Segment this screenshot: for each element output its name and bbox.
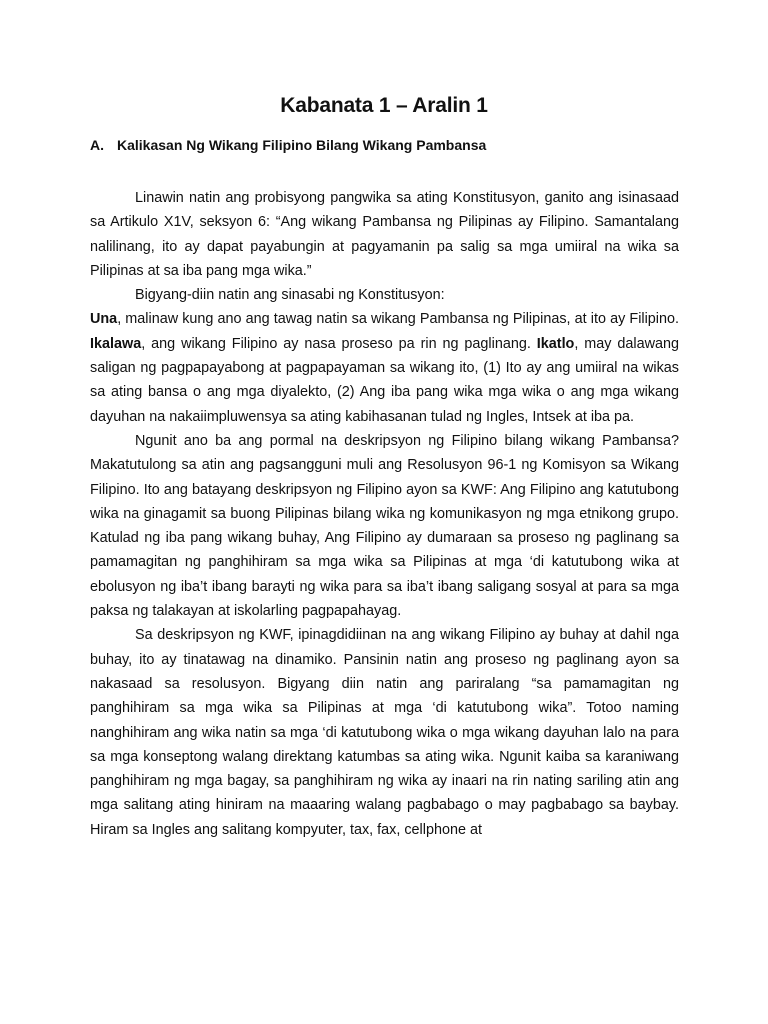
section-letter: A. (90, 137, 104, 153)
section-heading (90, 137, 486, 153)
una-text: , malinaw kung ano ang tawag natin sa wikang Pambansa ng Pilipinas, at ito ay Filipino. (117, 311, 679, 328)
body-text (90, 186, 679, 842)
paragraph-2: Bigyang-diin natin ang sinasabi ng Konstitusyon: (135, 287, 445, 304)
ikatlo-label: Ikatlo (536, 335, 575, 352)
section-heading-text: Kalikasan Ng Wikang Filipino Bilang Wikang Pambansa (117, 137, 487, 153)
paragraph-1: Linawin natin ang probisyong pangwika sa ating Konstitusyon, ganito ang isinasaad sa Artikulo X1V, seksyon 6: “Ang wikang Pambansa ng Pilipinas ay Filipino. Samantalang nalilinang, ito ay dapat payabungin at pagyamanin pa salig sa mga umiiral na wika sa Pilipinas at sa iba pang mga wika.” (90, 190, 679, 279)
paragraph-4: Ngunit ano ba ang pormal na deskripsyon ng Filipino bilang wikang Pambansa? Makatutulong sa atin ang pagsangguni muli ang Resolusyon 96-1 ng Komisyon sa Wikang Filipino. Ito ang batayang deskripsyon ng Filipino ayon sa KWF: Ang Filipino ang katutubong wika na ginagamit sa buong Pilipinas bilang wika ng komunikasyon ng mga etnikong grupo. Katulad ng iba pang wikang buhay, Ang Filipino ay dumaraan sa proseso ng paglinang sa pamamagitan ng panghihiram sa mga wika sa Pilipinas at mga ‘di katutubong wika at ebolusyon ng iba’t ibang barayti ng wika para sa iba’t ibang saligang sosyal at para sa mga paksa ng talakayan at iskolarling pagpapahayag. (90, 432, 679, 620)
ikalawa-text: , ang wikang Filipino ay nasa proseso pa rin ng paglinang. (141, 335, 537, 352)
ikalawa-label: Ikalawa (90, 335, 142, 352)
paragraph-5: Sa deskripsyon ng KWF, ipinagdidiinan na ang wikang Filipino ay buhay at dahil nga buhay, ito ay tinatawag na dinamiko. Pansinin natin ang proseso ng paglinang ayon sa nakasaad sa resolusyon. Bigyang diin natin ang pariralang “sa pamamagitan ng panghihiram sa mga wika sa Pilipinas at mga ‘di katutubong wika”. Totoo naming nanghihiram ang wika natin sa mga ‘di katutubong wika o mga wikang dayuhan lalo na para sa mga konseptong walang direktang katumbas sa ating wika. Ngunit kaiba sa karaniwang panghihiram ng mga bagay, sa panghihiram ng wika ay inaari na rin nating sariling atin ang mga salitang ating hiniram na maaaring walang pagbabago o may pagbabago sa baybay. Hiram sa Ingles ang salitang kompyuter, tax, fax, cellphone at (90, 627, 679, 838)
paragraph-3 (90, 307, 679, 428)
una-label: Una (90, 311, 118, 328)
ikatlo-text: , may dalawang saligan ng pagpapayabong at pagpapayaman sa wikang ito, (1) Ito ay ang umiiral na wikas sa ating bansa o ang mga diyalekto, (2) Ang iba pang wika mga wika o ang mga wikang dayuhan na nakaiimpluwensya sa ating kabihasanan tulad ng Ingles, Intsek at iba pa. (90, 335, 679, 425)
page-title: Kabanata 1 – Aralin 1 (280, 94, 488, 117)
